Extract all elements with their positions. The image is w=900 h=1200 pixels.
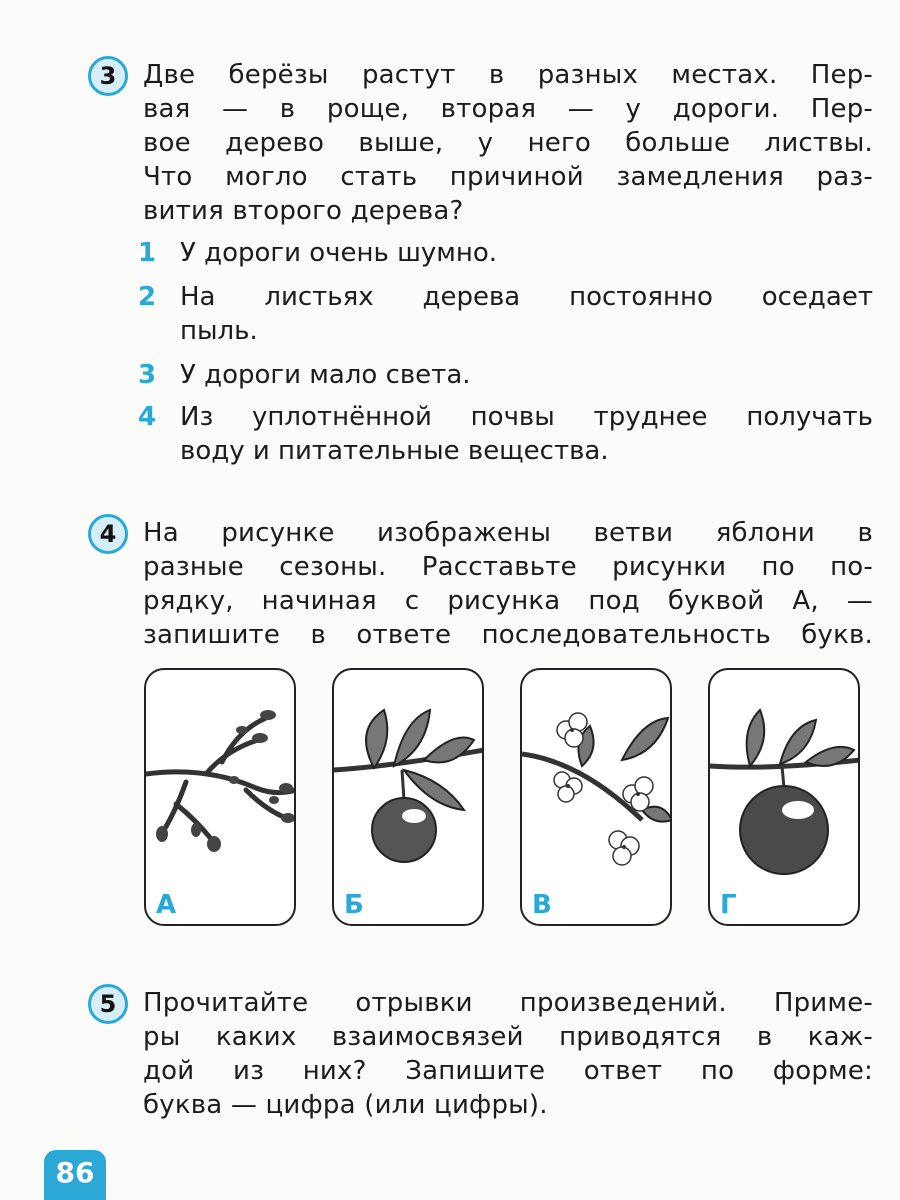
task-number-badge: 3 [88,56,128,96]
page-number: 86 [44,1150,106,1200]
option-number: 3 [138,360,157,390]
option-text: воду и питательные вещества. [180,436,609,466]
picture-letter: В [532,890,552,920]
blossoming-branch-icon [522,670,672,926]
option-number: 1 [138,238,157,268]
option-number: 4 [138,402,157,432]
bare-branch-with-buds-icon [146,670,296,926]
picture-card-v [520,668,672,926]
task-text-line: Две берёзы растут в разных местах. Пер- [143,60,873,90]
task-text-line: ры каких взаимосвязей приводятся в каж- [143,1022,873,1052]
option-number: 2 [138,282,157,312]
task-text-line: буква — цифра (или цифры). [143,1090,548,1120]
option-text: пыль. [180,316,258,346]
task-text-line: Что могло стать причиной замедления раз- [143,162,873,192]
task-text-line: вития второго дерева? [143,196,464,226]
task-text-line: Прочитайте отрывки произведений. Приме- [143,988,873,1018]
option-text: У дороги мало света. [180,360,471,390]
task-text-line: рядку, начиная с рисунка под буквой А, — [143,586,873,616]
task-text-line: разные сезоны. Расставьте рисунки по по- [143,552,873,582]
picture-card-g [708,668,860,926]
task-text-line: вое дерево выше, у него больше листвы. [143,128,873,158]
picture-letter: А [156,890,177,920]
task-number-badge: 5 [88,984,128,1024]
task-text-line: На рисунке изображены ветви яблони в [143,518,873,548]
option-text: На листьях дерева постоянно оседает [180,282,873,312]
picture-letter: Б [344,890,364,920]
task-number-badge: 4 [88,514,128,554]
option-text: Из уплотнённой почвы труднее получать [180,402,873,432]
option-text: У дороги очень шумно. [180,238,498,268]
picture-card-a [144,668,296,926]
picture-letter: Г [720,890,737,920]
task-text-line: запишите в ответе последовательность букв. [143,620,873,650]
branch-with-ripe-apple-icon [710,670,860,926]
task-text-line: дой из них? Запишите ответ по форме: [143,1056,873,1086]
picture-card-b [332,668,484,926]
task-text-line: вая — в роще, вторая — у дороги. Пер- [143,94,873,124]
branch-with-apple-icon [334,670,484,926]
